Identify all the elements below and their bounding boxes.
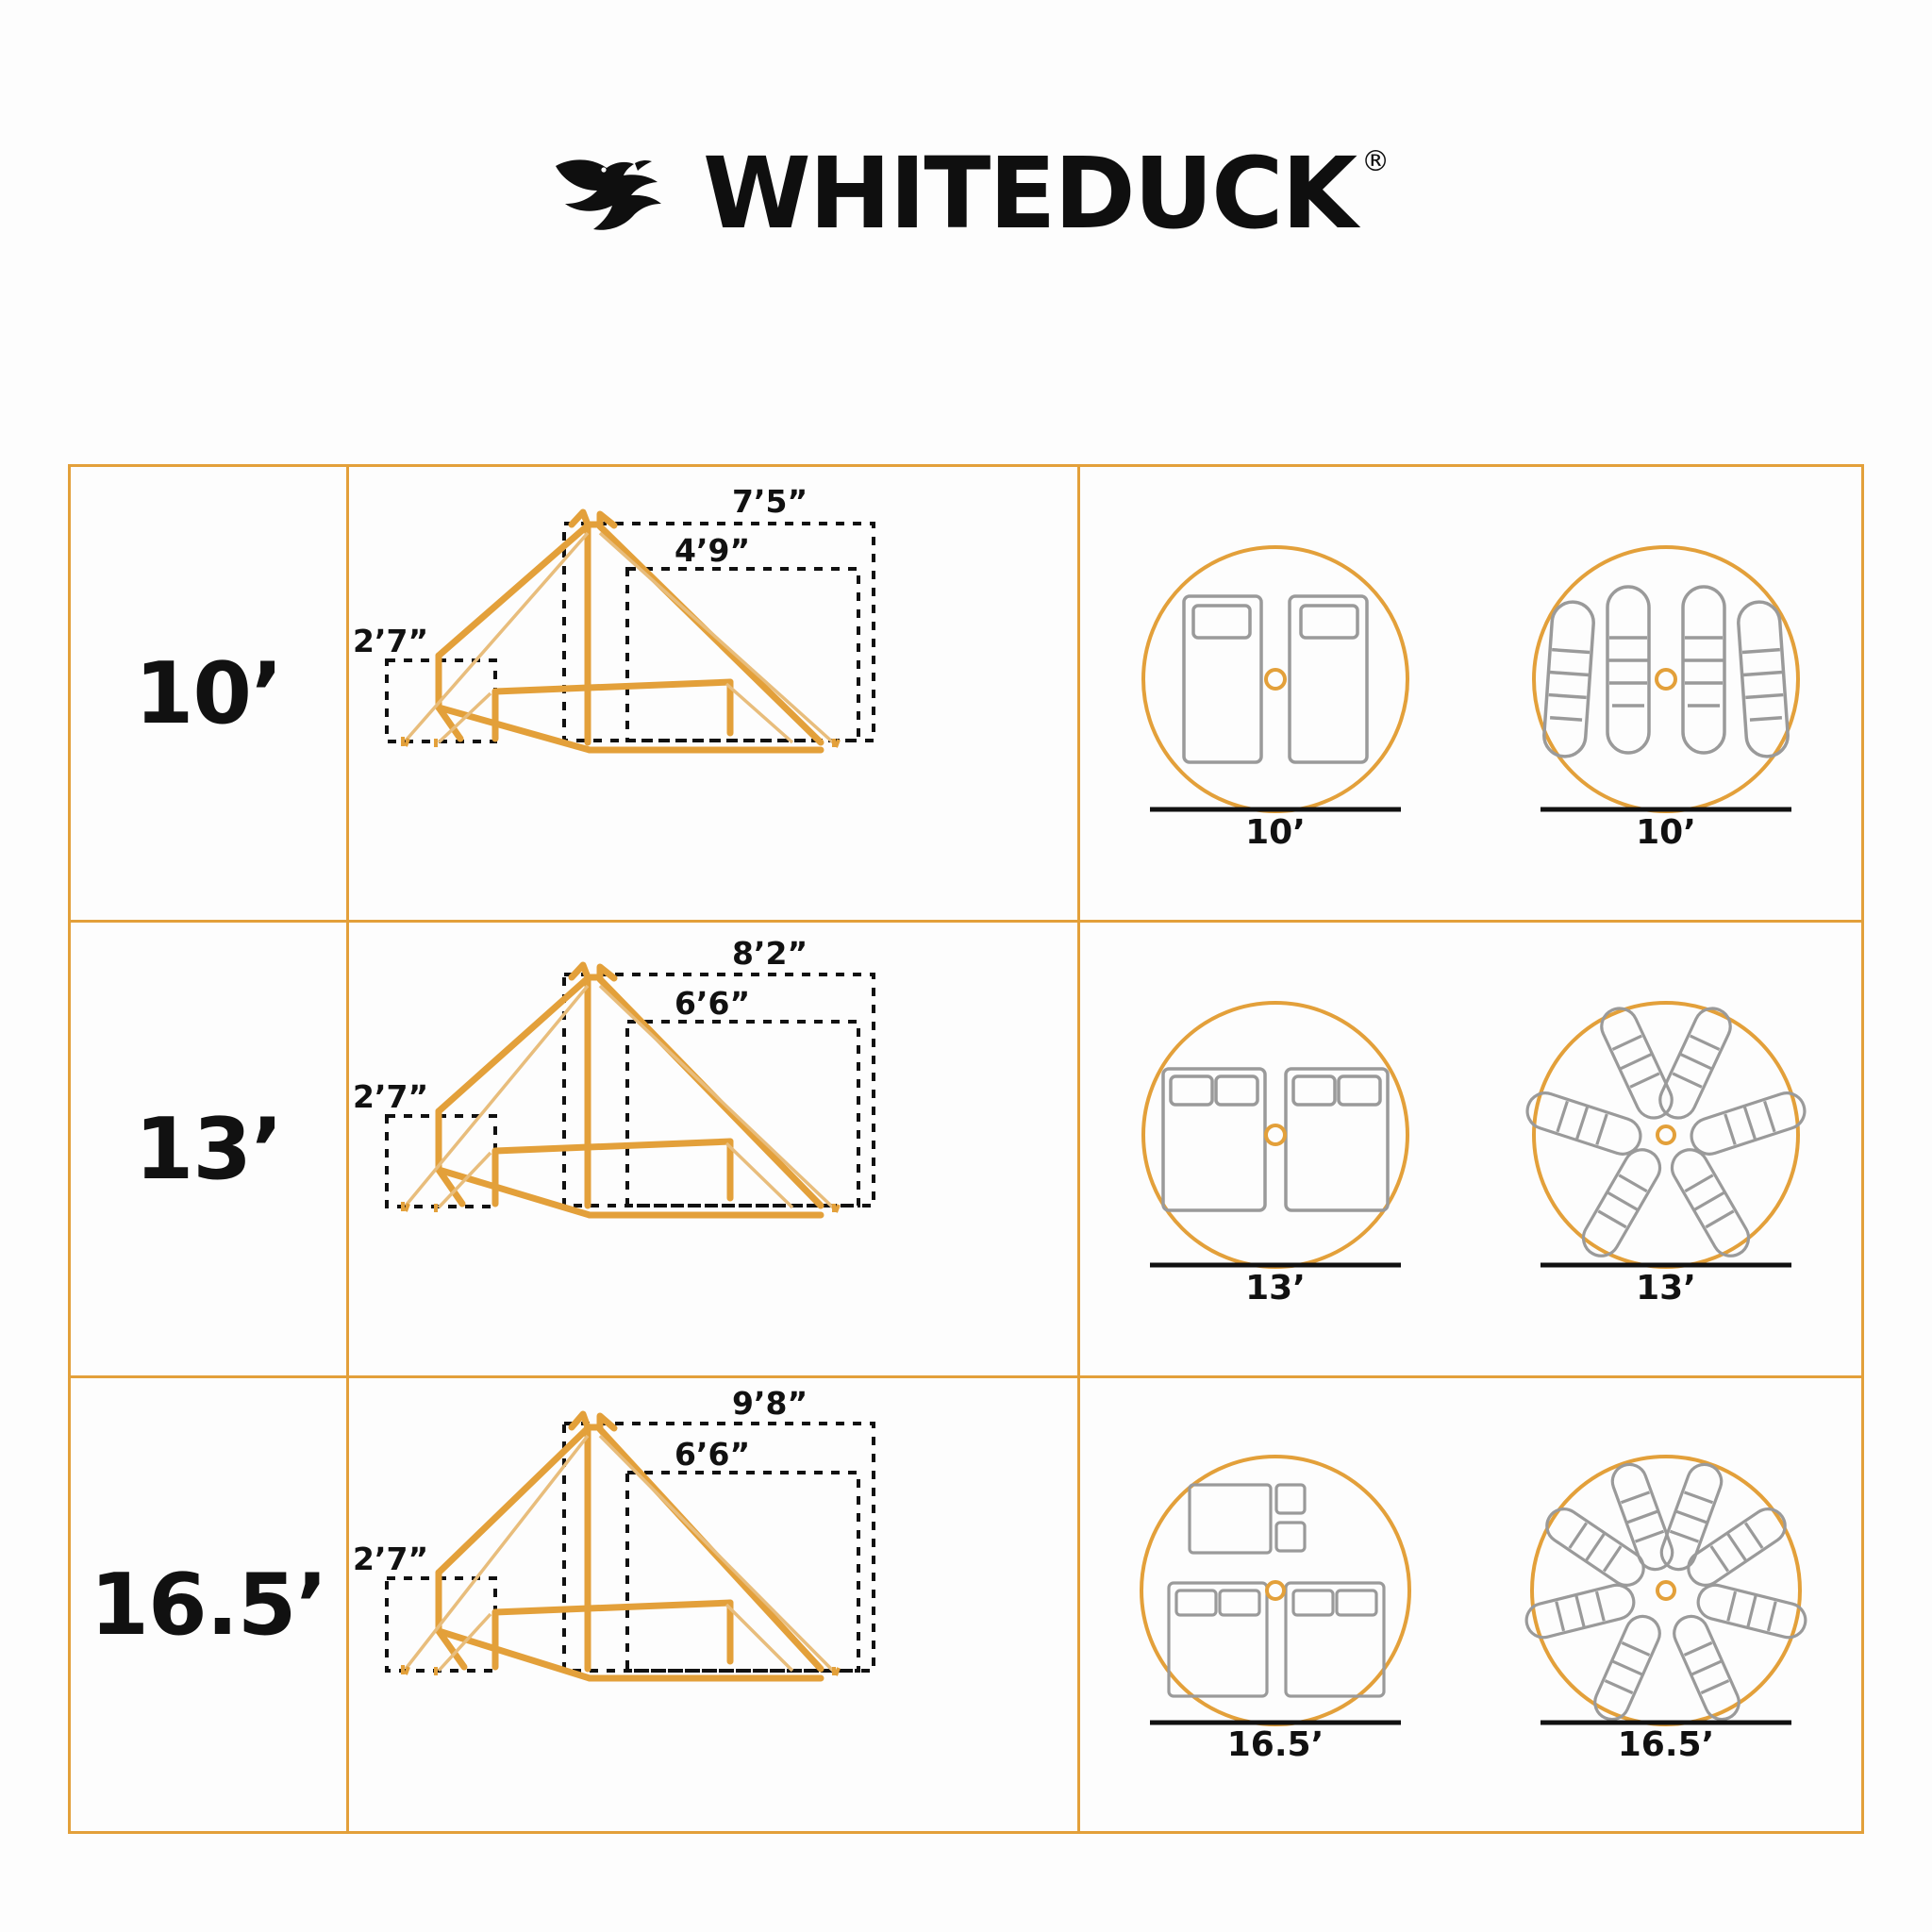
brand-name: WHITEDUCK (702, 136, 1357, 251)
plan-caption: 10’ (1245, 813, 1306, 849)
tent-elevation-diagram (349, 467, 1080, 918)
plan-six-sleeping-bags (1510, 993, 1822, 1305)
size-cell (71, 467, 349, 920)
wall-roof-height-label: 4’9” (675, 532, 751, 569)
flying-duck-icon (544, 142, 686, 245)
floorplan-beds (1120, 538, 1431, 849)
plan-caption: 16.5’ (1226, 1725, 1324, 1760)
size-label: 13’ (134, 1099, 283, 1199)
wall-roof-height-label: 6’6” (675, 985, 751, 1022)
floorplan-cell (1080, 1378, 1861, 1831)
plan-two-single-beds (1120, 538, 1431, 849)
floorplan-cell (1080, 467, 1861, 920)
size-label: 16.5’ (90, 1555, 327, 1655)
size-cell (71, 1378, 349, 1831)
plan-eight-sleeping-bags (1510, 1449, 1822, 1760)
floorplan-sleeping-bags (1510, 538, 1822, 849)
table-row (71, 1378, 1861, 1831)
size-comparison-table (68, 464, 1864, 1834)
elevation-cell (349, 467, 1080, 920)
brand-wordmark (702, 136, 1389, 251)
table-row (71, 467, 1861, 923)
peak-height-label: 8’2” (732, 935, 808, 972)
wall-roof-height-label: 6’6” (675, 1436, 751, 1473)
peak-height-label: 7’5” (732, 483, 808, 520)
size-cell (71, 923, 349, 1375)
elevation-cell (349, 1378, 1080, 1831)
table-row (71, 923, 1861, 1378)
elevation-cell (349, 923, 1080, 1375)
plan-two-double-beds-plus-table (1120, 1449, 1431, 1760)
tent-elevation-diagram (349, 1378, 1080, 1829)
brand-logo (0, 136, 1932, 251)
plan-caption: 10’ (1636, 813, 1696, 849)
floorplan-beds (1120, 1449, 1431, 1760)
plan-two-double-beds (1120, 993, 1431, 1305)
wall-height-label: 2’7” (353, 623, 429, 659)
size-label: 10’ (134, 643, 283, 743)
tent-elevation-diagram (349, 923, 1080, 1374)
peak-height-label: 9’8” (732, 1385, 808, 1422)
floorplan-beds (1120, 993, 1431, 1305)
plan-caption: 13’ (1636, 1269, 1696, 1305)
floorplan-cell (1080, 923, 1861, 1375)
plan-caption: 13’ (1245, 1269, 1306, 1305)
floorplan-sleeping-bags (1510, 993, 1822, 1305)
wall-height-label: 2’7” (353, 1078, 429, 1115)
wall-height-label: 2’7” (353, 1541, 429, 1577)
plan-caption: 16.5’ (1617, 1725, 1715, 1760)
plan-four-sleeping-bags (1510, 538, 1822, 849)
registered-mark: ® (1361, 145, 1389, 178)
floorplan-sleeping-bags (1510, 1449, 1822, 1760)
